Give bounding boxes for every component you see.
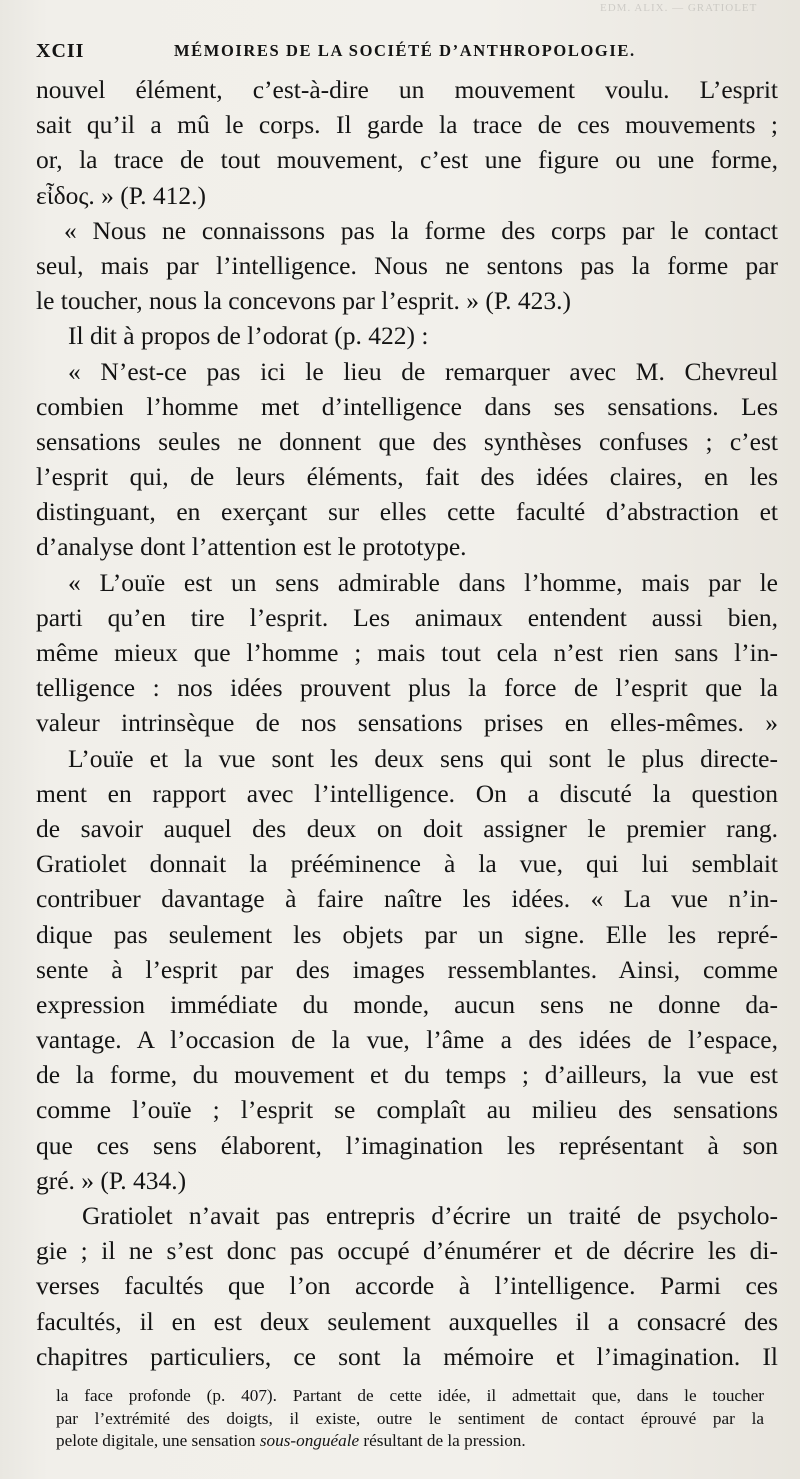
text-line: or, la trace de tout mouvement, c’est une figure ou une forme, [36,145,778,175]
text-line: εἶδος. » (P. 412.) [36,180,207,210]
text-line: « L’ouïe est un sens admirable dans l’homme, mais par le [68,567,778,597]
text-line: combien l’homme met d’intelligence dans ses sensations. Les [36,391,778,421]
text-line: valeur intrinsèque de nos sensations prises en elles-mêmes. » [36,708,778,738]
text-line: « N’est-ce pas ici le lieu de remarquer avec M. Chevreul [68,356,778,386]
page-header [36,38,776,66]
text-line: d’analyse dont l’attention est le prototype. [36,532,467,562]
text-line: telligence : nos idées prouvent plus la force de l’esprit que la [36,673,778,703]
text-line: contribuer davantage à faire naître les idées. « La vue n’in- [36,884,778,914]
text-line: chapitres particuliers, ce sont la mémoire et l’imagination. Il [36,1341,778,1371]
text-line: parti qu’en tire l’esprit. Les animaux entendent aussi bien, [36,602,778,632]
text-line: de savoir auquel des deux on doit assigner le premier rang. [36,813,778,843]
footnote-line [56,1430,764,1453]
footnote [56,1385,764,1453]
body-text [36,72,778,1374]
text-line: gie ; il ne s’est donc pas occupé d’énumérer et de décrire les di- [36,1236,778,1266]
footnote-line: par l’extrémité des doigts, il existe, outre le sentiment de contact éprouvé par la [56,1408,764,1428]
running-head: MÉMOIRES DE LA SOCIÉTÉ D’ANTHROPOLOGIE. [174,41,636,60]
footnote-text: résultant de la pression. [359,1431,526,1450]
text-line: que ces sens élaborent, l’imagination les représentant à son [36,1130,778,1160]
text-line: de la forme, du mouvement et du temps ; d’ailleurs, la vue est [36,1060,778,1090]
text-line: verses facultés que l’on accorde à l’intelligence. Parmi ces [36,1271,778,1301]
page-number: XCII [36,40,85,62]
text-line: « Nous ne connaissons pas la forme des corps par le contact [64,215,778,245]
text-line: expression immédiate du monde, aucun sens ne donne da- [36,989,778,1019]
text-line: sait qu’il a mû le corps. Il garde la trace de ces mouvements ; [36,110,778,140]
text-line: nouvel élément, c’est-à-dire un mouvement voulu. L’esprit [36,75,778,104]
text-line: vantage. A l’occasion de la vue, l’âme a des idées de l’espace, [36,1025,778,1055]
text-line: ment en rapport avec l’intelligence. On a discuté la question [36,778,778,808]
text-line: L’ouïe et la vue sont les deux sens qui sont le plus directe- [68,743,778,773]
text-line: facultés, il en est deux seulement auxquelles il a consacré des [36,1306,778,1336]
footnote-text: pelote digitale, une sensation [56,1431,260,1450]
text-line: comme l’ouïe ; l’esprit se complaît au milieu des sensations [36,1095,778,1125]
text-line: Gratiolet donnait la prééminence à la vue, qui lui semblait [36,849,778,879]
footnote-line: la face profonde (p. 407). Partant de cette idée, il admettait que, dans le toucher [56,1386,764,1405]
text-line: gré. » (P. 434.) [36,1165,187,1195]
text-line: sensations seules ne donnent que des synthèses confuses ; c’est [36,426,778,456]
text-line: seul, mais par l’intelligence. Nous ne sentons pas la forme par [36,250,778,280]
text-line: dique pas seulement les objets par un signe. Elle les repré- [36,919,778,949]
text-line: Il dit à propos de l’odorat (p. 422) : [68,321,429,351]
text-line: l’esprit qui, de leurs éléments, fait des idées claires, en les [36,462,778,492]
text-line: sente à l’esprit par des images ressemblantes. Ainsi, comme [36,954,778,984]
text-line: Gratiolet n’avait pas entrepris d’écrire un traité de psycholo- [82,1201,778,1230]
text-line: le toucher, nous la concevons par l’esprit. » (P. 423.) [36,286,572,316]
footnote-italic-term: sous-onguéale [259,1431,360,1450]
text-line: même mieux que l’homme ; mais tout cela n’est rien sans l’in- [36,638,778,667]
bleed-through-header: EDM. ALIX. — GRATIOLET [600,2,758,14]
text-line: distinguant, en exerçant sur elles cette faculté d’abstraction et [36,497,778,527]
